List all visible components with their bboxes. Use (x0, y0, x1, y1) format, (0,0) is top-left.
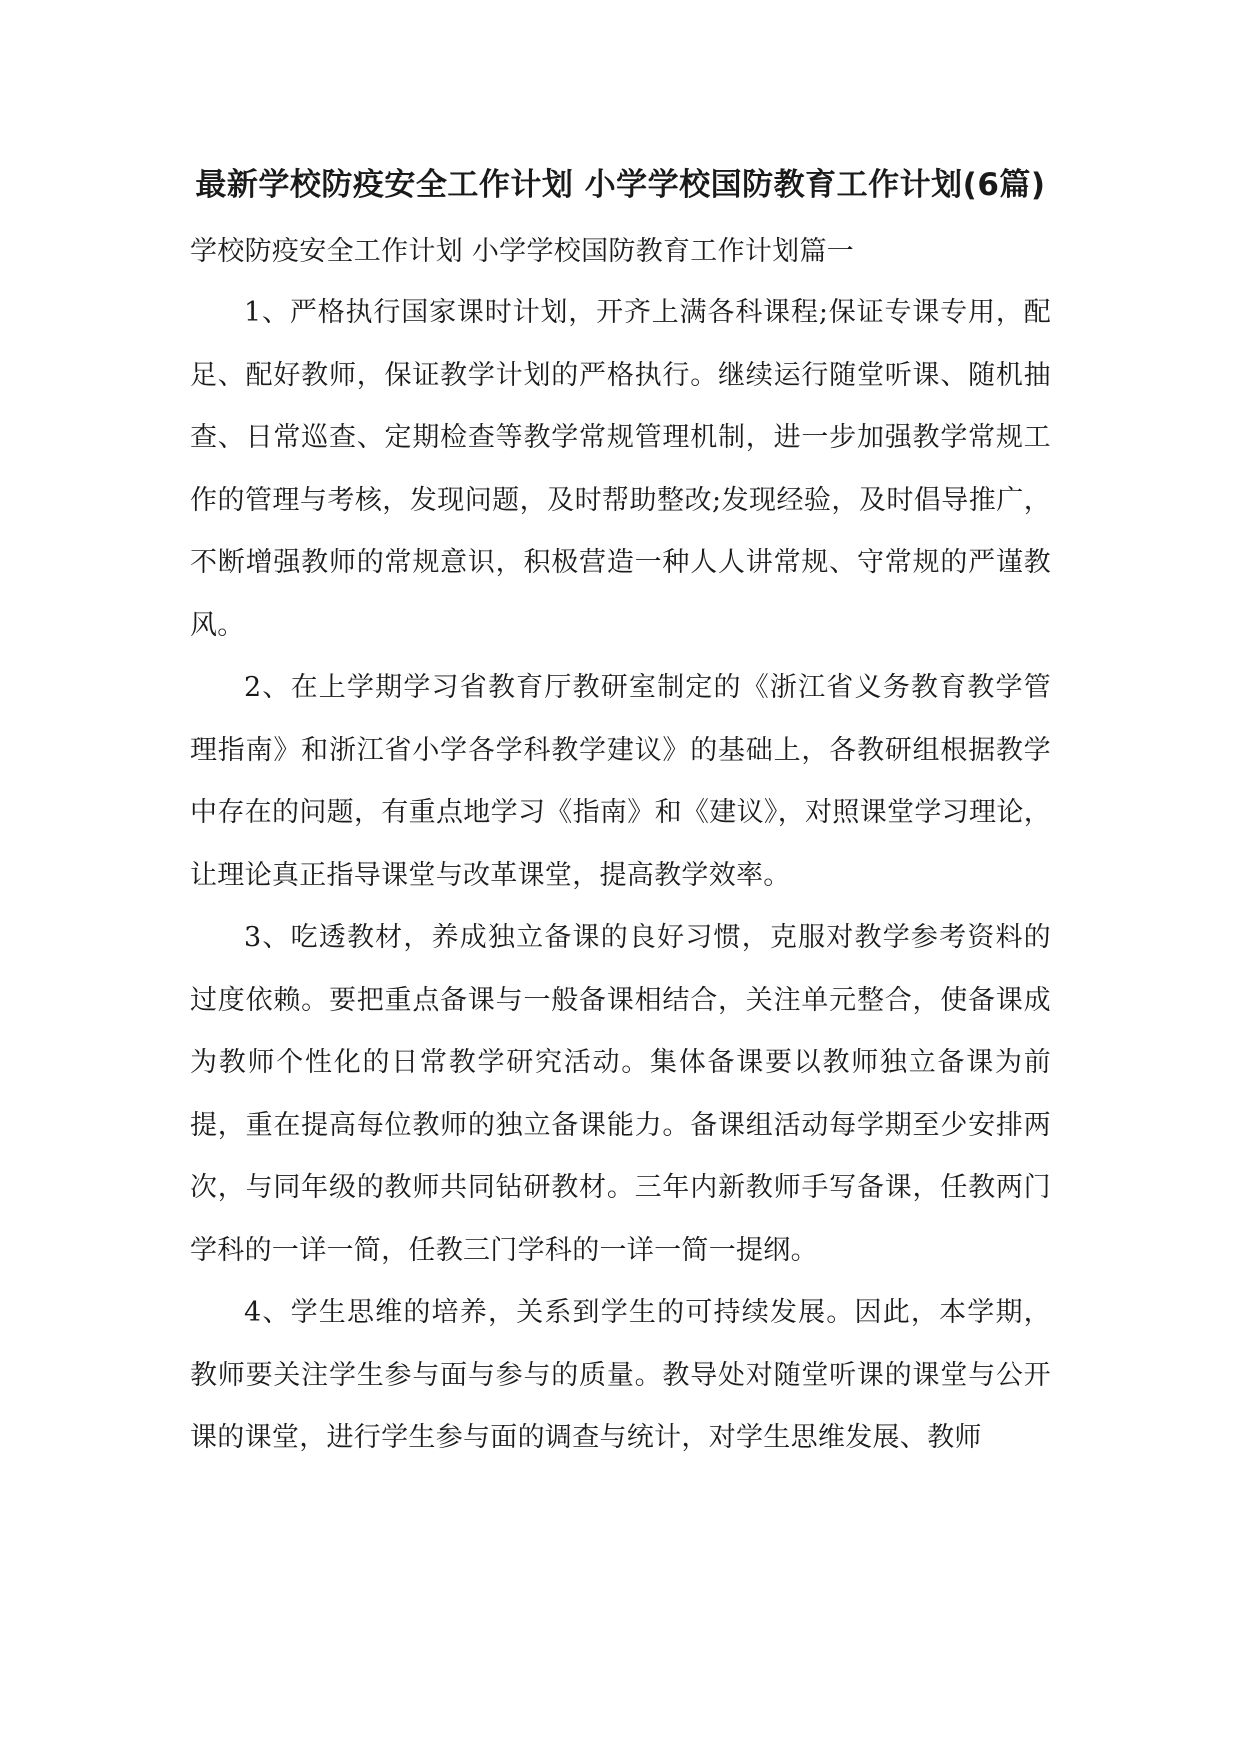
paragraph-3: 3、吃透教材，养成独立备课的良好习惯，克服对教学参考资料的过度依赖。要把重点备课与一般备课相结合，关注单元整合，使备课成为教师个性化的日常教学研究活动。集体备课要以教师独立备课为前提，重在提高每位教师的独立备课能力。备课组活动每学期至少安排两次，与同年级的教师共同钻研教材。三年内新教师手写备课，任教两门学科的一详一简，任教三门学科的一详一简一提纲。 (190, 922, 1051, 1266)
paragraph-4: 4、学生思维的培养，关系到学生的可持续发展。因此，本学期，教师要关注学生参与面与参与的质量。教导处对随堂听课的课堂与公开课的课堂，进行学生参与面的调查与统计，对学生思维发展、教师 (190, 1297, 1051, 1453)
section-heading: 学校防疫安全工作计划 小学学校国防教育工作计划篇一 (190, 236, 855, 267)
document-title: 最新学校防疫安全工作计划 小学学校国防教育工作计划(6篇) (195, 167, 1046, 203)
paragraph-1: 1、严格执行国家课时计划，开齐上满各科课程;保证专课专用，配足、配好教师，保证教学计划的严格执行。继续运行随堂听课、随机抽查、日常巡查、定期检查等教学常规管理机制，进一步加强教学常规工作的管理与考核，发现问题，及时帮助整改;发现经验，及时倡导推广，不断增强教师的常规意识，积极营造一种人人讲常规、守常规的严谨教风。 (190, 297, 1051, 641)
paragraph-2: 2、在上学期学习省教育厅教研室制定的《浙江省义务教育教学管理指南》和浙江省小学各学科教学建议》的基础上，各教研组根据教学中存在的问题，有重点地学习《指南》和《建议》，对照课堂学习理论，让理论真正指导课堂与改革课堂，提高教学效率。 (190, 672, 1051, 891)
